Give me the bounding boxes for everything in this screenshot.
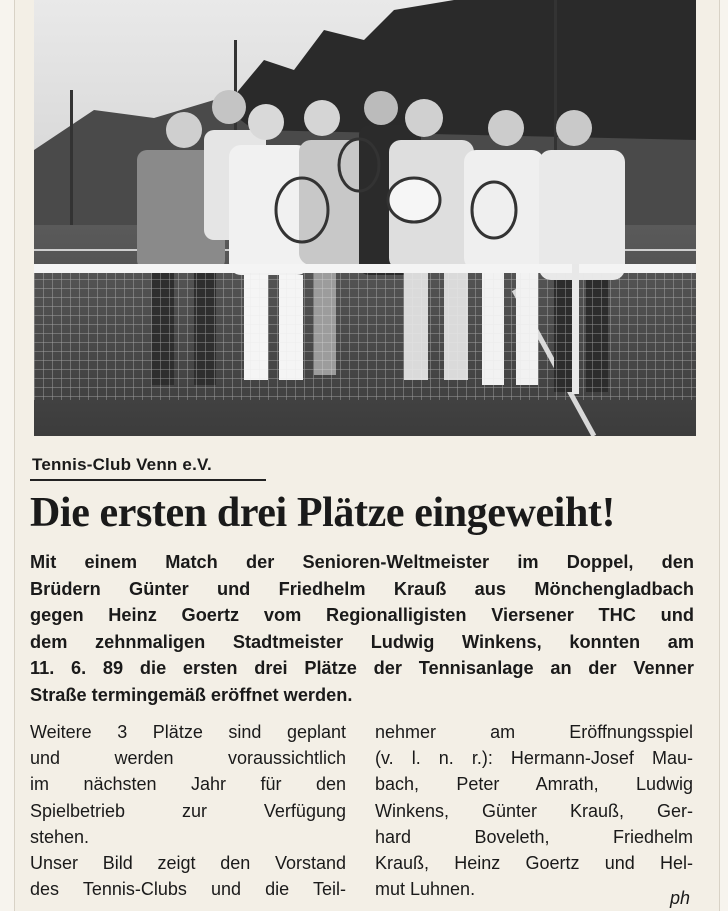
body-line: Winkens, Günter Krauß, Ger- (375, 800, 693, 821)
lead-line: Brüdern Günter und Friedhelm Krauß aus Mönchengladbach (30, 578, 694, 599)
body-line: hard Boveleth, Friedhelm (375, 826, 693, 847)
article-kicker: Tennis-Club Venn e.V. (32, 455, 212, 474)
body-line: bach, Peter Amrath, Ludwig (375, 774, 693, 795)
body-line: (v. l. n. r.): Hermann-Josef Mau- (375, 748, 693, 769)
body-column-right (375, 719, 693, 902)
body-line: Krauß, Heinz Goertz und Hel- (375, 853, 693, 874)
lead-line: dem zehnmaligen Stadtmeister Ludwig Winkens, konnten am (30, 631, 694, 652)
body-column-left (30, 719, 346, 902)
article-lead (30, 549, 694, 708)
body-line: Weitere 3 Plätze sind geplant (30, 722, 346, 742)
lead-line: Mit einem Match der Senioren-Weltmeister im Doppel, den (30, 552, 694, 572)
kicker-underline (30, 479, 266, 481)
body-line: Spielbetrieb zur Verfügung (30, 800, 346, 821)
team-photo (34, 0, 696, 436)
lead-line: gegen Heinz Goertz vom Regionalligisten Viersener THC und (30, 605, 694, 625)
lead-line: 11. 6. 89 die ersten drei Plätze der Tennisanlage an der Venner (30, 658, 694, 678)
body-line: Unser Bild zeigt den Vorstand (30, 853, 346, 874)
body-line: und werden voraussichtlich (30, 748, 346, 769)
article-headline: Die ersten drei Plätze eingeweiht! (30, 490, 616, 536)
body-line: des Tennis-Clubs und die Teil- (30, 879, 346, 900)
tennis-team-photo-icon (34, 0, 696, 436)
body-line: mut Luhnen. (375, 879, 476, 900)
body-line: nehmer am Eröffnungsspiel (375, 722, 693, 742)
lead-line: Straße termingemäß eröffnet werden. (30, 684, 353, 705)
body-line: im nächsten Jahr für den (30, 774, 346, 795)
body-line: stehen. (30, 826, 90, 847)
author-signature: ph (669, 888, 690, 908)
